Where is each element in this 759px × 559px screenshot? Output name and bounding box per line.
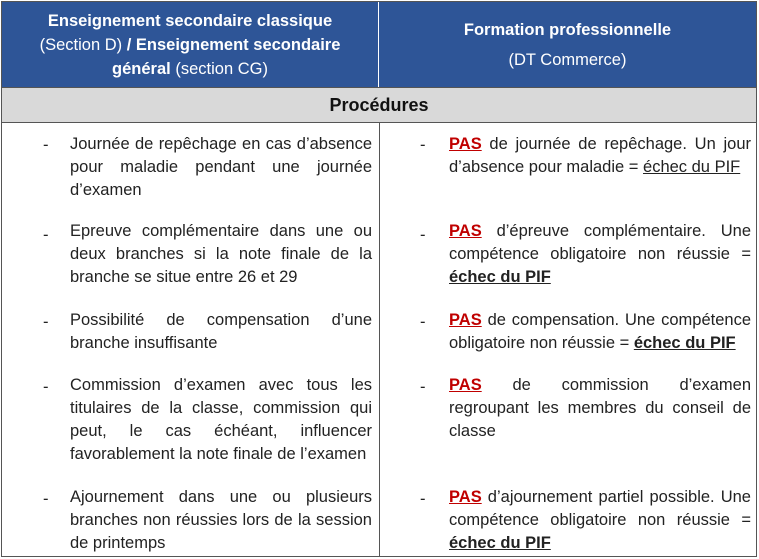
header-left-line2 — [12, 33, 368, 57]
bullet-dash: - — [43, 378, 49, 396]
header-left-general-b: général — [112, 59, 171, 78]
pas-label: PAS — [449, 488, 482, 506]
right-item-result: échec du PIF — [449, 268, 551, 286]
column-divider — [379, 123, 380, 556]
bullet-dash: - — [43, 226, 49, 244]
bullet-dash: - — [420, 378, 426, 396]
right-item — [449, 309, 751, 355]
header-left-section-d: (Section D) — [39, 35, 123, 54]
right-item — [449, 486, 751, 555]
comparison-table — [1, 1, 757, 557]
bullet-dash: - — [420, 490, 426, 508]
bullet-dash: - — [420, 226, 426, 244]
left-item: Possibilité de compensation d’une branche insuffisante — [70, 311, 372, 352]
left-item: Ajournement dans une ou plusieurs branches non réussies lors de la session de printemps — [70, 488, 372, 552]
bullet-dash: - — [43, 313, 49, 331]
section-title: Procédures — [329, 94, 429, 115]
header-left-line1 — [12, 9, 368, 33]
header-left-cell — [2, 2, 379, 87]
right-item-text: de commission d’examen regroupant les membres du conseil de classe — [449, 376, 751, 440]
pas-label: PAS — [449, 135, 482, 153]
left-item: Commission d’examen avec tous les titulaires de la classe, commission qui peut, le cas échéant, influencer favorablement la note finale de l’examen — [70, 376, 372, 463]
right-item — [449, 220, 751, 289]
right-item-text: de journée de repêchage. Un jour d’absence pour maladie = — [449, 135, 751, 176]
right-item-result: échec du PIF — [449, 534, 551, 552]
left-item: Journée de repêchage en cas d’absence pour maladie pendant une journée d’examen — [70, 135, 372, 199]
bullet-dash: - — [43, 136, 49, 154]
pas-label: PAS — [449, 311, 482, 329]
table-header — [2, 2, 756, 87]
pas-label: PAS — [449, 376, 482, 394]
right-item-text: de compensation. Une compétence obligatoire non réussie = — [449, 311, 751, 352]
left-item: Epreuve complémentaire dans une ou deux branches si la note finale de la branche se situe entre 26 et 29 — [70, 222, 372, 286]
right-item-text: d’ajournement partiel possible. Une compétence obligatoire non réussie = — [449, 488, 751, 529]
section-title-row — [2, 87, 756, 123]
header-left-section-cg: (section CG) — [175, 59, 268, 78]
bullet-dash: - — [43, 490, 49, 508]
header-left-line3 — [12, 57, 368, 81]
right-item-text: d’épreuve complémentaire. Une compétence obligatoire non réussie = — [449, 222, 751, 263]
header-right-subtitle: (DT Commerce) — [508, 50, 627, 69]
bullet-dash: - — [420, 313, 426, 331]
right-item-result: échec du PIF — [633, 334, 736, 352]
right-item-result: échec du PIF — [643, 158, 741, 176]
right-item — [449, 133, 751, 179]
pas-label: PAS — [449, 222, 482, 240]
bullet-dash: - — [420, 136, 426, 154]
right-item — [449, 374, 751, 443]
header-right-cell — [379, 2, 756, 87]
header-left-title: Enseignement secondaire classique — [47, 11, 333, 30]
header-left-general-a: / Enseignement secondaire — [126, 35, 341, 54]
header-right-title: Formation professionnelle — [463, 20, 672, 39]
